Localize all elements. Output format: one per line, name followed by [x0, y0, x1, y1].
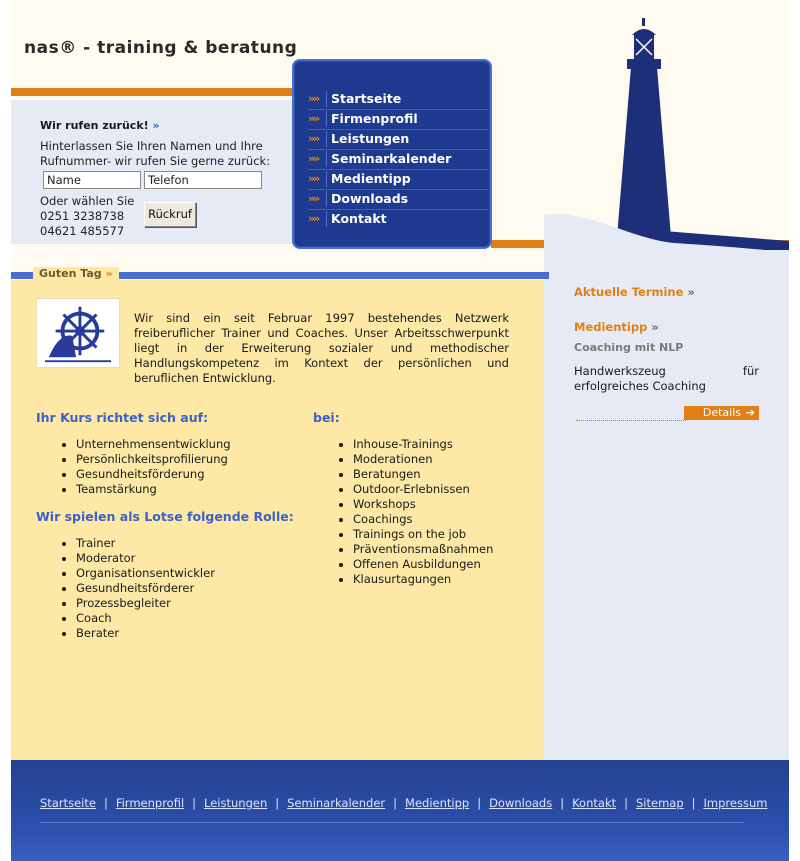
nav-item-kontakt[interactable]	[308, 209, 488, 229]
footer-link-kontakt[interactable]: Kontakt	[572, 796, 617, 810]
nav-item-label: Medientipp	[331, 171, 411, 186]
list-item: • Beratungen	[353, 467, 493, 482]
list-item: • Teamstärkung	[76, 482, 231, 497]
separator: |	[393, 796, 398, 810]
list-item: • Moderationen	[353, 452, 493, 467]
medientipp-label: Medientipp	[574, 320, 648, 334]
list-item: • Trainings on the job	[353, 527, 493, 542]
chevron-icon: »»	[308, 132, 319, 145]
chevron-icon: »»	[308, 172, 319, 185]
page	[11, 0, 789, 861]
bei-heading: bei:	[313, 410, 340, 425]
medientipp-text: Handwerkszeug für erfolgreiches Coaching	[574, 364, 759, 393]
callback-title-text: Wir rufen zurück!	[40, 119, 149, 132]
callback-phone-1: 0251 3238738	[40, 209, 125, 223]
separator: |	[477, 796, 482, 810]
section-title	[33, 267, 119, 280]
nav-item-label: Kontakt	[331, 211, 387, 226]
separator: |	[275, 796, 280, 810]
footer-link-seminarkalender[interactable]: Seminarkalender	[287, 796, 386, 810]
chevron-icon: »»	[308, 212, 319, 225]
chevron-icon: »»	[308, 152, 319, 165]
list-item: • Offenen Ausbildungen	[353, 557, 493, 572]
list-item: • Coachings	[353, 512, 493, 527]
sidebar-wave	[544, 210, 789, 270]
nav-item-label: Leistungen	[331, 131, 410, 146]
arrow-icon: »	[651, 320, 659, 334]
nav-item-firmenprofil[interactable]	[308, 109, 488, 130]
course-heading: Ihr Kurs richtet sich auf:	[36, 410, 209, 425]
footer-link-firmenprofil[interactable]: Firmenprofil	[115, 796, 185, 810]
course-list	[36, 437, 231, 497]
list-item: • Klausurtagungen	[353, 572, 493, 587]
intro-paragraph: Wir sind ein seit Februar 1997 bestehendes Netzwerk freiberuflicher Trainer und Coaches. Unser Arbeitsschwerpunkt liegt in der Erweiterung sozialer und methodischer Handlungskompetenz im Kontext der persönlichen und beruflichen Entwicklung.	[134, 311, 509, 385]
arrow-right-icon: ➔	[745, 406, 755, 419]
callback-alternative	[40, 194, 134, 239]
list-item: • Coach	[76, 611, 215, 626]
callback-alt-label: Oder wählen Sie	[40, 194, 135, 208]
list-item: • Unternehmensentwicklung	[76, 437, 231, 452]
nav-item-label: Seminarkalender	[331, 151, 452, 166]
dotted-divider	[576, 420, 686, 421]
separator: |	[192, 796, 197, 810]
nav-item-startseite[interactable]	[308, 89, 488, 110]
details-label: Details	[702, 406, 741, 419]
nav-item-seminarkalender[interactable]	[308, 149, 488, 170]
callback-title	[40, 119, 160, 132]
role-list	[36, 536, 215, 641]
arrow-icon: »	[152, 119, 160, 132]
callback-button[interactable]: Rückruf	[144, 202, 196, 227]
footer-divider	[40, 822, 744, 823]
chevron-icon: »»	[308, 92, 319, 105]
name-input[interactable]	[43, 171, 141, 189]
list-item: • Gesundheitsförderung	[76, 467, 231, 482]
header-orange-stripe	[11, 88, 301, 96]
separator: |	[103, 796, 108, 810]
list-item: • Inhouse-Trainings	[353, 437, 493, 452]
termine-link[interactable]	[574, 285, 695, 299]
footer-link-sitemap[interactable]: Sitemap	[636, 796, 684, 810]
bei-list	[313, 437, 493, 587]
chevron-icon: »»	[308, 112, 319, 125]
footer-link-leistungen[interactable]: Leistungen	[204, 796, 268, 810]
list-item: • Organisationsentwickler	[76, 566, 215, 581]
list-item: • Prozessbegleiter	[76, 596, 215, 611]
phone-input[interactable]	[144, 171, 262, 189]
footer-link-startseite[interactable]: Startseite	[40, 796, 96, 810]
termine-label: Aktuelle Termine	[574, 285, 684, 299]
separator: |	[560, 796, 565, 810]
nav-item-leistungen[interactable]	[308, 129, 488, 150]
nav-item-label: Firmenprofil	[331, 111, 418, 126]
nav-item-label: Startseite	[331, 91, 402, 106]
separator: |	[624, 796, 628, 810]
footer-link-medientipp[interactable]: Medientipp	[405, 796, 470, 810]
section-title-text: Guten Tag	[39, 267, 102, 280]
footer	[11, 760, 789, 861]
medientipp-title: Coaching mit NLP	[574, 341, 684, 354]
arrow-icon: »	[687, 285, 695, 299]
role-heading: Wir spielen als Lotse folgende Rolle:	[36, 509, 294, 524]
list-item: • Gesundheitsförderer	[76, 581, 215, 596]
list-item: • Moderator	[76, 551, 215, 566]
list-item: • Persönlichkeitsprofilierung	[76, 452, 231, 467]
list-item: • Workshops	[353, 497, 493, 512]
details-button[interactable]	[684, 406, 759, 420]
footer-link-impressum[interactable]: Impressum	[703, 796, 768, 810]
separator: |	[691, 796, 696, 810]
footer-nav	[40, 796, 767, 810]
nav-item-medientipp[interactable]	[308, 169, 488, 190]
site-logo[interactable]: nas® - training & beratung	[24, 38, 298, 58]
nav-item-label: Downloads	[331, 191, 409, 206]
callback-phone-2: 04621 485577	[40, 224, 125, 238]
arrow-icon: »	[105, 267, 113, 280]
list-item: • Präventionsmaßnahmen	[353, 542, 493, 557]
list-item: • Berater	[76, 626, 215, 641]
nav-item-downloads[interactable]	[308, 189, 488, 210]
chevron-icon: »»	[308, 192, 319, 205]
footer-link-downloads[interactable]: Downloads	[489, 796, 553, 810]
ship-wheel-logo-image	[36, 298, 120, 368]
medientipp-link[interactable]	[574, 320, 659, 334]
list-item: • Outdoor-Erlebnissen	[353, 482, 493, 497]
list-item: • Trainer	[76, 536, 215, 551]
callback-description: Hinterlassen Sie Ihren Namen und Ihre Rufnummer- wir rufen Sie gerne zurück:	[40, 139, 271, 168]
